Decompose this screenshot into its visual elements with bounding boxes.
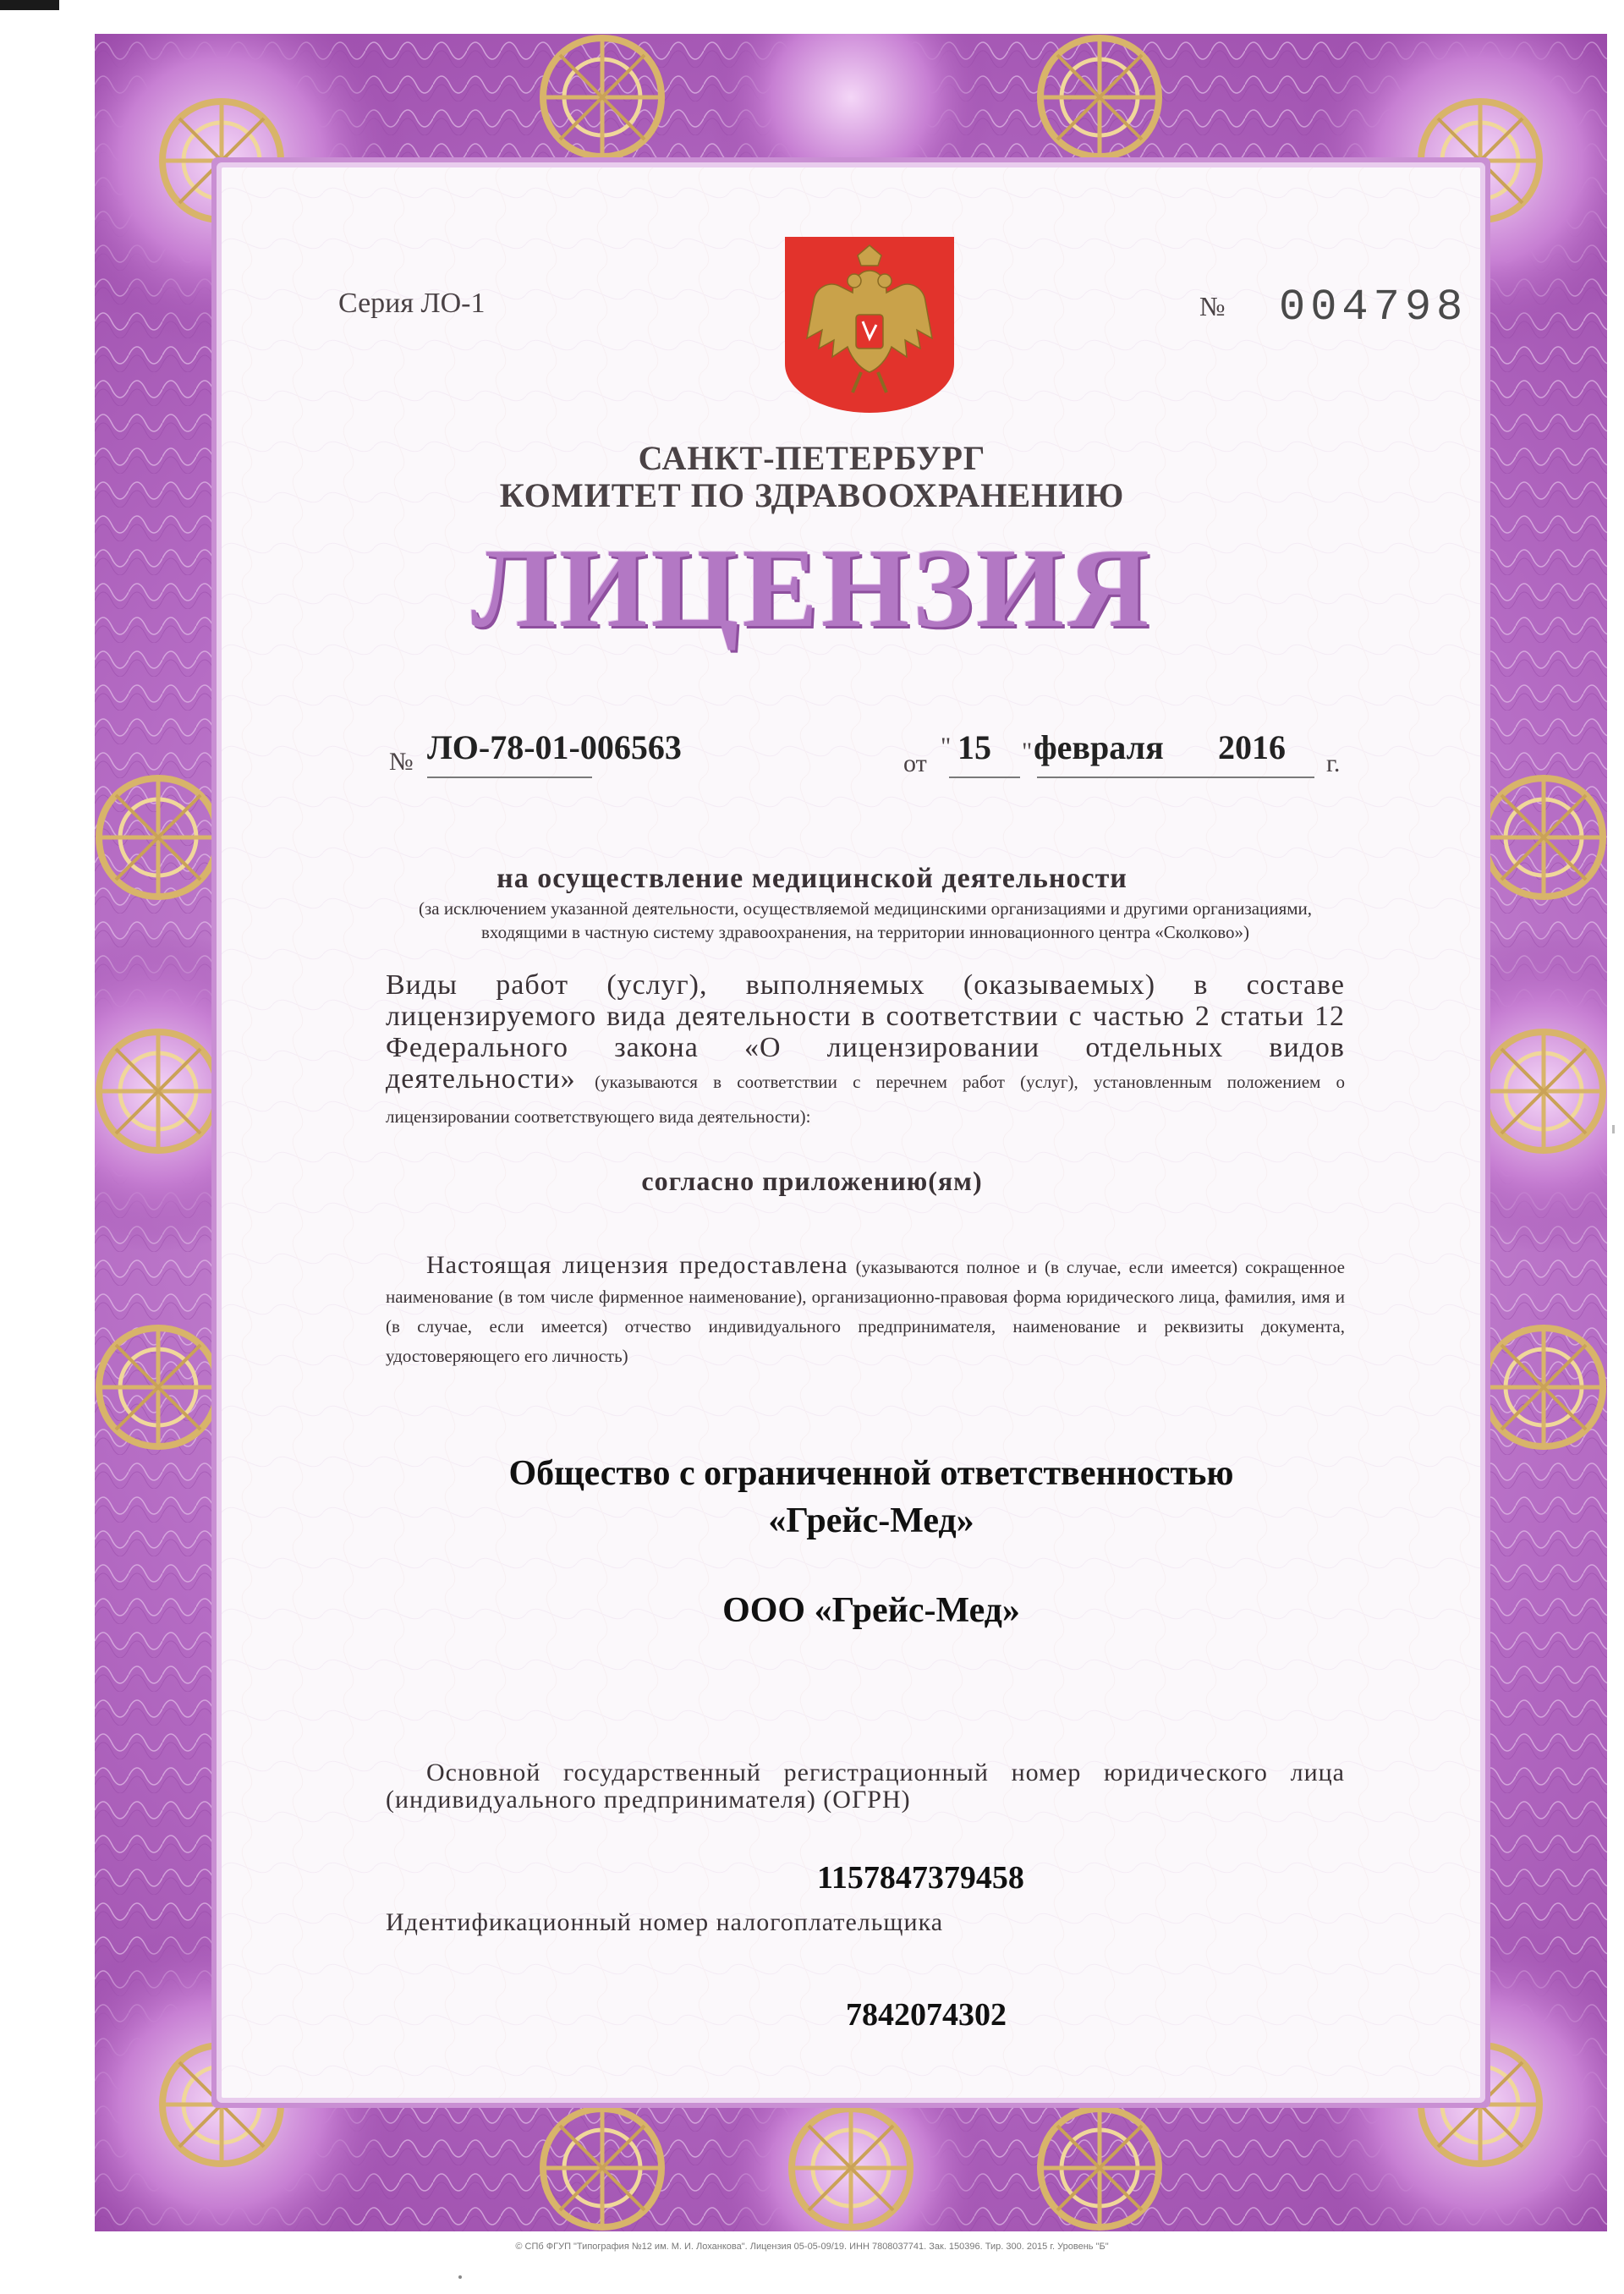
annex-reference: согласно приложению(ям): [641, 1166, 983, 1196]
granted-label: Настоящая лицензия предоставлена: [426, 1251, 848, 1279]
inn-label: Идентификационный номер налогоплательщика: [386, 1908, 944, 1936]
month-year-underline: [1037, 777, 1314, 778]
inn-value: 7842074302: [846, 1997, 1007, 2033]
licensee-short-name: ООО «Грейс-Мед»: [722, 1591, 1020, 1630]
works-text: Виды работ (услуг), выполняемых (оказываемых) в составе лицензируемого вида деятельности в соответствии с частью 2 статьи 12 Федерального закона «О лицензировании отдельных видов деятельности»: [386, 969, 1345, 1095]
issuing-city: САНКТ-ПЕТЕРБУРГ: [638, 439, 986, 477]
serial-number: 004798: [1279, 283, 1468, 332]
scan-dust-mark: [458, 2275, 462, 2279]
licensee-full-name-line1: Общество с ограниченной ответственностью: [508, 1454, 1234, 1493]
date-from-label: от: [903, 749, 927, 777]
licensee-full-name-line2: «Грейс-Мед»: [768, 1501, 974, 1540]
license-number-sign: №: [389, 748, 414, 776]
serial-number-sign: №: [1199, 291, 1226, 321]
works-paragraph: [386, 969, 1345, 1133]
date-quote-close: ": [1022, 738, 1033, 766]
granted-note: (указываются полное и (в случае, если имеется) сокращенное наименование (в том числе фирменное наименование), организационно-правовая форма юридического лица, фамилия, имя и (в случае, если имеется) отчество индивидуального предпринимателя, наименование и реквизиты документа, удостоверяющего его личность): [386, 1257, 1345, 1366]
document-title: ЛИЦЕНЗИЯ: [471, 525, 1153, 650]
day-underline: [949, 777, 1020, 778]
date-quote-open: ": [941, 733, 952, 760]
license-number-underline: [427, 777, 592, 778]
works-note: (указываются в соответствии с перечнем работ (услуг), установленным положением о лицензировании соответствующего вида деятельности):: [386, 1072, 1345, 1127]
ogrn-label: Основной государственный регистрационный номер юридического лица (индивидуального предпринимателя) (ОГРН): [386, 1759, 1345, 1814]
issuing-committee: КОМИТЕТ ПО ЗДРАВООХРАНЕНИЮ: [499, 476, 1125, 514]
exclusion-note: (за исключением указанной деятельности, осуществляемой медицинскими организациями и другими организациями, входящими в частную систему здравоохранения, на территории инновационного центра «Сколково»): [418, 898, 1313, 942]
printer-imprint: © СПб ФГУП "Типография №12 им. М. И. Лоханкова". Лицензия 05-05-09/19. ИНН 7808037741. Зак. 150396. Тир. 300. 2015 г. Уровень "Б": [515, 2242, 1109, 2252]
series-label: Серия ЛО-1: [338, 288, 486, 319]
ogrn-value: 1157847379458: [817, 1860, 1024, 1896]
activity-title: на осуществление медицинской деятельности: [497, 863, 1127, 894]
license-day: 15: [957, 728, 991, 766]
year-suffix: г.: [1326, 749, 1341, 777]
licensee-paragraph: [386, 1250, 1345, 1371]
license-year: 2016: [1218, 728, 1286, 766]
license-month: февраля: [1034, 728, 1164, 766]
license-number: ЛО-78-01-006563: [427, 728, 682, 766]
